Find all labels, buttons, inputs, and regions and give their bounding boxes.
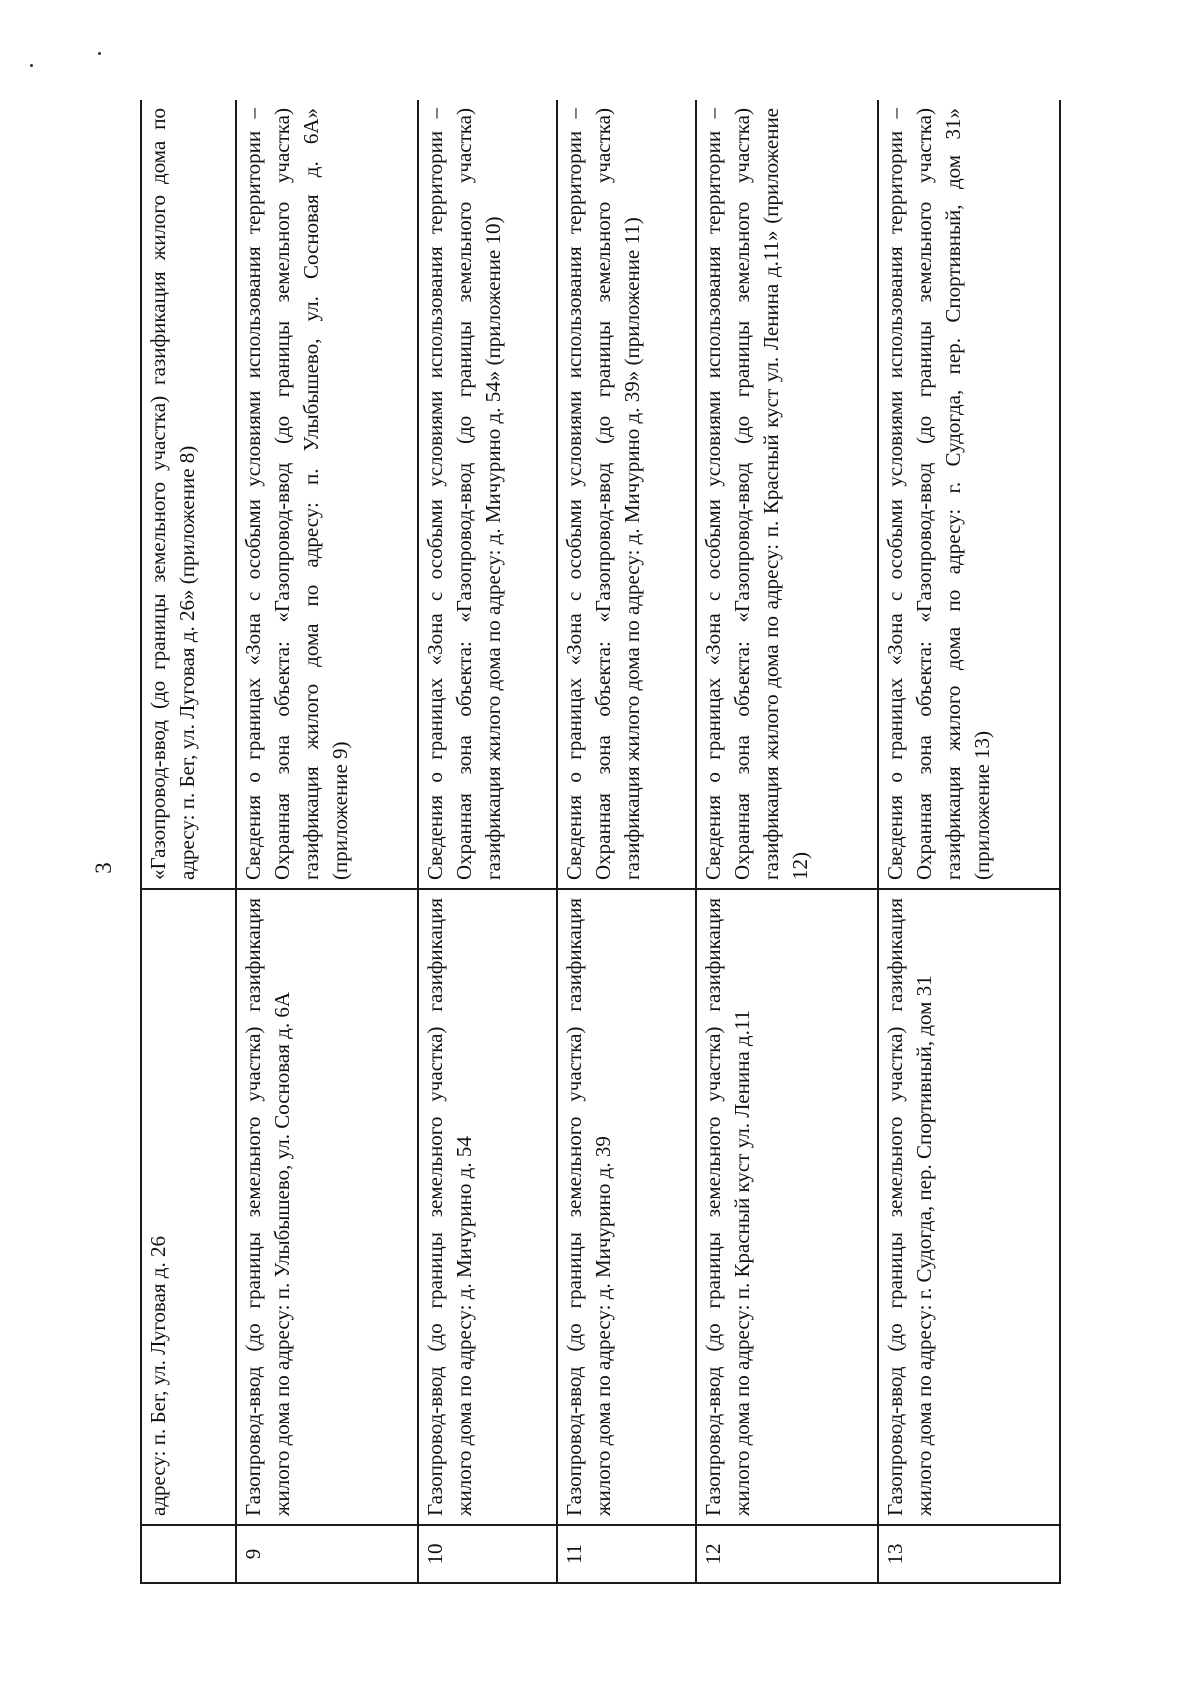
zone-description: Сведения о границах «Зона с особыми условиями использования территории – Охранная зона объекта: «Газопровод-ввод (до границы земельного участка) газификация жилого дома по адресу: п. Улыбышево, ул. Сосновая д. 6А» (приложение 9) [236,100,418,889]
row-number: 13 [878,1525,1060,1583]
table-row [141,100,236,1583]
document-table [140,100,1061,1584]
row-number [141,1525,236,1583]
table-row [878,100,1060,1583]
object-description: Газопровод-ввод (до границы земельного участка) газификация жилого дома по адресу: г. Судогда, пер. Спортивный, дом 31 [878,889,1060,1525]
object-description: Газопровод-ввод (до границы земельного участка) газификация жилого дома по адресу: д. Мичурино д. 54 [418,889,557,1525]
zone-description: «Газопровод-ввод (до границы земельного участка) газификация жилого дома по адресу: п. Бег, ул. Луговая д. 26» (приложение 8) [141,100,236,889]
scan-speck [30,64,33,67]
object-description: Газопровод-ввод (до границы земельного участка) газификация жилого дома по адресу: п. Улыбышево, ул. Сосновая д. 6А [236,889,418,1525]
object-description: адресу: п. Бег, ул. Луговая д. 26 [141,889,236,1525]
zone-description: Сведения о границах «Зона с особыми условиями использования территории – Охранная зона объекта: «Газопровод-ввод (до границы земельного участка) газификация жилого дома по адресу: д. Мичурино д. 39» (приложение 11) [557,100,696,889]
page-number: 3 [91,862,116,874]
table-row [557,100,696,1583]
row-number: 11 [557,1525,696,1583]
zone-description: Сведения о границах «Зона с особыми условиями использования территории – Охранная зона объекта: «Газопровод-ввод (до границы земельного участка) газификация жилого дома по адресу: д. Мичурино д. 54» (приложение 10) [418,100,557,889]
table-row [696,100,878,1583]
table-row [236,100,418,1583]
object-description: Газопровод-ввод (до границы земельного участка) газификация жилого дома по адресу: д. Мичурино д. 39 [557,889,696,1525]
row-number: 10 [418,1525,557,1583]
zone-description: Сведения о границах «Зона с особыми условиями использования территории – Охранная зона объекта: «Газопровод-ввод (до границы земельного участка) газификация жилого дома по адресу: г. Судогда, пер. Спортивный, дом 31» (приложение 13) [878,100,1060,889]
scan-speck [98,52,101,55]
table-row [418,100,557,1583]
zone-description: Сведения о границах «Зона с особыми условиями использования территории – Охранная зона объекта: «Газопровод-ввод (до границы земельного участка) газификация жилого дома по адресу: п. Красный куст ул. Ленина д.11» (приложение 12) [696,100,878,889]
objects-table [140,100,1061,1584]
object-description: Газопровод-ввод (до границы земельного участка) газификация жилого дома по адресу: п. Красный куст ул. Ленина д.11 [696,889,878,1525]
row-number: 12 [696,1525,878,1583]
row-number: 9 [236,1525,418,1583]
